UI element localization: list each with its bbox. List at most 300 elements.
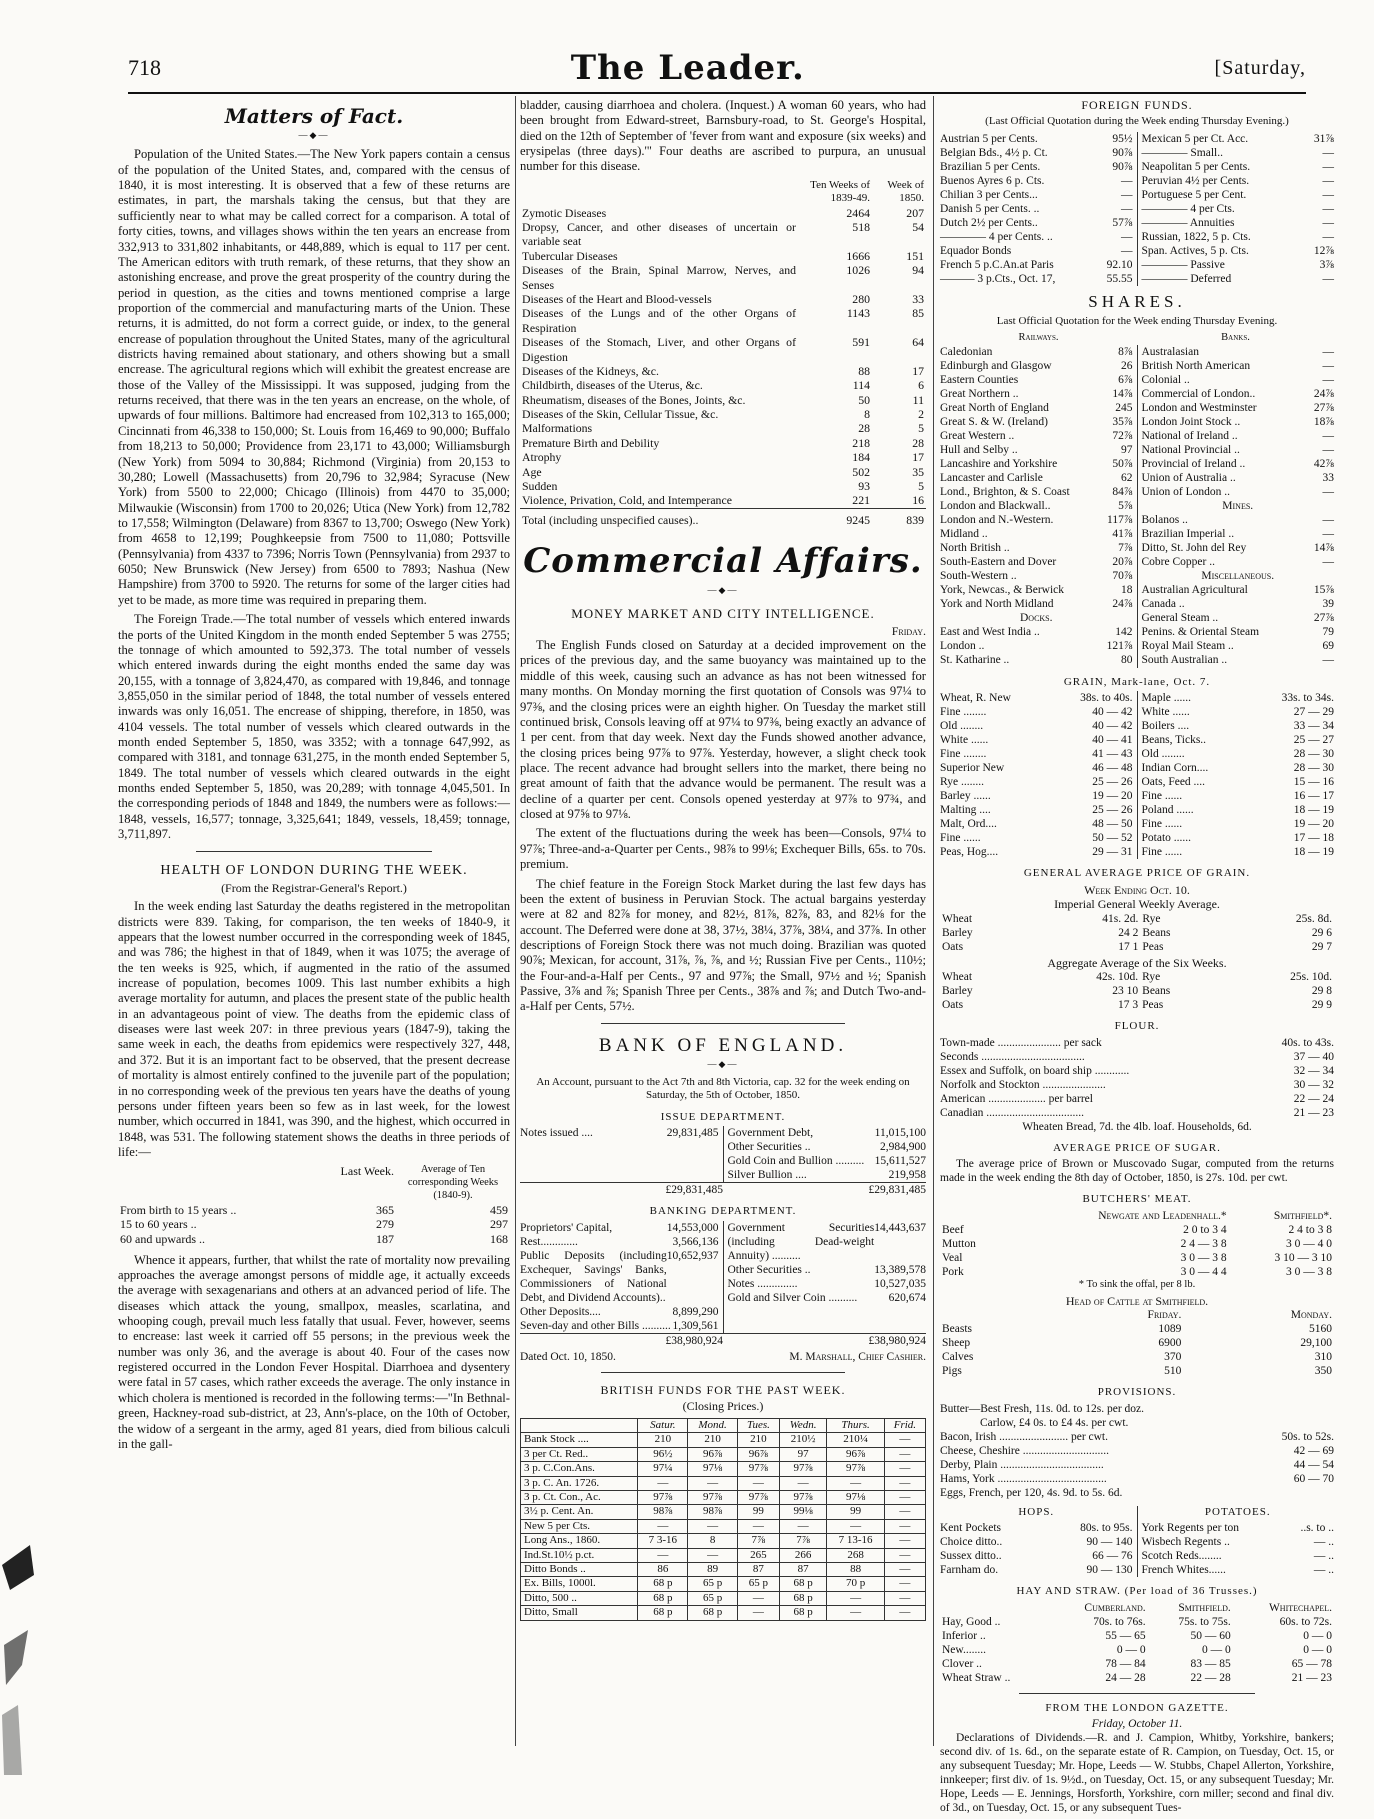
grain-title: GRAIN, Mark-lane, Oct. 7. (1063, 675, 1211, 688)
table-row (520, 479, 926, 493)
issue-item-value: 2,984,900 (880, 1141, 926, 1154)
avg-value: 41s. 2d. (1102, 912, 1139, 925)
foreign-fund-label: Chilian 3 per Cents... (940, 189, 1038, 202)
banks-head: Banks. (1221, 332, 1250, 344)
foreign-fund-value: — (1322, 175, 1334, 188)
funds-cell: Ditto, Small (521, 1606, 638, 1620)
flour-row (940, 1036, 1334, 1050)
hay-cell: 0 — 0 (1116, 1643, 1146, 1656)
table-row (521, 1591, 926, 1605)
share-label: Australasian (1141, 346, 1199, 359)
column-1 (118, 98, 510, 1456)
banking-item-value: 14,443,637 (874, 1221, 926, 1234)
ornament-divider: —◆— (707, 584, 739, 595)
bank-intro: An Account, pursuant to the Act 7th and 8th Victoria, cap. 32 for the week ending on Saturday, the 5th of October, 1850. (536, 1075, 910, 1102)
funds-cell: — (737, 1519, 779, 1533)
mort-week: 35 (912, 464, 924, 479)
mortality-table (520, 179, 926, 527)
share-row (1142, 597, 1335, 611)
funds-cell: — (638, 1476, 688, 1490)
share-label: Commercial of London.. (1141, 388, 1256, 401)
grain-row (940, 845, 1133, 859)
table-row (520, 335, 926, 364)
share-label: London .. (940, 640, 985, 653)
table-row (521, 1519, 926, 1533)
foreign-fund-value: — (1322, 203, 1334, 216)
provisions-title: PROVISIONS. (1097, 1386, 1177, 1399)
grain-list (940, 691, 1334, 859)
table-row (520, 421, 926, 435)
table-row (940, 940, 1334, 954)
potato-label: York Regents per ton (1141, 1522, 1240, 1535)
banking-item-value: 8,899,290 (672, 1305, 719, 1318)
banking-item-label: Proprietors' Capital, (520, 1221, 613, 1234)
foreign-fund-row (1142, 188, 1335, 202)
row-label: Beasts (942, 1323, 973, 1336)
share-value: 18 (1121, 584, 1133, 597)
foreign-fund-label: Span. Actives, 5 p. Cts. (1141, 245, 1249, 258)
flour-row (940, 1078, 1334, 1092)
foreign-fund-row (1142, 174, 1335, 188)
foreign-fund-row (1142, 216, 1335, 230)
share-value: 42⅞ (1313, 458, 1334, 471)
share-row (940, 541, 1133, 555)
funds-cell: 65 p (737, 1577, 779, 1591)
flour-title: FLOUR. (1114, 1020, 1160, 1033)
share-value: — (1322, 528, 1334, 541)
issue-assets (724, 1126, 927, 1182)
hops-potatoes (940, 1506, 1334, 1577)
share-row (940, 457, 1133, 471)
issue-item-row (520, 1126, 719, 1140)
grain-label: Beans, Ticks.. (1141, 733, 1207, 746)
mort-label: Rheumatism, diseases of the Bones, Joints, &c. (522, 392, 746, 407)
grain-label: Potato ...... (1141, 832, 1192, 845)
share-label: Cobre Copper .. (1141, 556, 1215, 569)
hay-title: HAY AND STRAW. (Per load of 36 Trusses.) (1016, 1585, 1258, 1598)
hay-cell: 60s. to 72s. (1279, 1615, 1332, 1628)
share-label: London and N.-Western. (940, 514, 1054, 527)
mort-head-ten: Ten Weeks of 1839-49. (810, 178, 870, 205)
mort-week: 5 (918, 479, 924, 494)
table-row (940, 1364, 1334, 1378)
table-row (520, 220, 926, 249)
potatoes-block (1138, 1506, 1335, 1577)
avg-value: 42s. 10d. (1096, 971, 1139, 984)
meat-title: BUTCHERS' MEAT. (1082, 1193, 1192, 1206)
share-label: York, Newcas., & Berwick (940, 584, 1065, 597)
mort-week: 2 (918, 407, 924, 422)
share-row (1142, 569, 1335, 583)
mort-label: Dropsy, Cancer, and other diseases of uncertain or variable seat (522, 220, 796, 249)
mort-label: Diseases of the Heart and Blood-vessels (522, 291, 712, 306)
share-label: Canada .. (1141, 598, 1185, 611)
mort-week: 94 (912, 263, 924, 278)
share-row (1142, 345, 1335, 359)
mort-ten: 1143 (846, 306, 870, 321)
share-label: South-Western .. (940, 570, 1017, 583)
funds-cell: — (884, 1462, 925, 1476)
table-row (520, 465, 926, 479)
cattle-table (940, 1308, 1334, 1378)
table-row (940, 1251, 1334, 1265)
row-b: 5160 (1309, 1323, 1332, 1336)
funds-cell: Ditto Bonds .. (521, 1563, 638, 1577)
age-avg: 459 (490, 1202, 508, 1217)
share-label: Lancaster and Carlisle (940, 472, 1043, 485)
grain-row (1142, 719, 1335, 733)
foreign-fund-label: ———— Annuities (1141, 217, 1235, 230)
table-row (520, 393, 926, 407)
column-3 (940, 98, 1334, 1819)
avg-value: 25s. 8d. (1295, 912, 1332, 925)
share-label: Docks. (1019, 612, 1053, 625)
share-row (940, 443, 1133, 457)
share-label: Lancashire and Yorkshire (940, 458, 1058, 471)
hops-title: HOPS. (1018, 1505, 1055, 1518)
banking-item-label: Seven-day and other Bills .......... (520, 1319, 671, 1332)
foreign-left (940, 132, 1138, 286)
masthead-title: The Leader. (570, 48, 805, 88)
funds-head-cell: Satur. (638, 1419, 688, 1433)
avg-name: Oats (942, 999, 964, 1012)
grain-row (940, 803, 1133, 817)
mort-ten: 114 (852, 378, 870, 393)
foreign-fund-row (940, 244, 1133, 258)
foreign-fund-value: — (1121, 203, 1133, 216)
share-row (940, 527, 1133, 541)
grain-label: Fine ........ (940, 747, 987, 760)
foreign-fund-row (1142, 146, 1335, 160)
hay-head-cell (940, 1601, 1049, 1615)
banking-item-row (520, 1221, 719, 1235)
foreign-fund-value: 92.10 (1106, 259, 1133, 272)
funds-cell: — (638, 1548, 688, 1562)
issue-item-row (728, 1140, 927, 1154)
share-value: 245 (1115, 402, 1133, 415)
grain-label: Fine ...... (940, 832, 981, 845)
share-value: 8⅞ (1118, 346, 1133, 359)
share-value: 33 (1322, 472, 1334, 485)
hay-cell: 0 — 0 (1303, 1629, 1332, 1642)
share-label: Union of Australia .. (1141, 472, 1236, 485)
banking-item-row (728, 1291, 927, 1305)
avg-value: 25s. 10d. (1290, 971, 1332, 984)
sugar-title: AVERAGE PRICE OF SUGAR. (1053, 1141, 1221, 1154)
mort-ten: 88 (858, 363, 870, 378)
foreign-fund-value: — (1322, 147, 1334, 160)
banking-total-left: £38,980,924 (520, 1333, 723, 1348)
row-label: Pigs (942, 1365, 962, 1378)
banking-assets (724, 1221, 927, 1333)
mort-ten: 93 (858, 479, 870, 494)
grain-value: 15 — 16 (1293, 776, 1334, 788)
grain-value: 25 — 26 (1092, 776, 1133, 788)
hay-cell: 55 — 65 (1105, 1629, 1146, 1642)
mort-label: Atrophy (522, 450, 562, 465)
mort-ten: 221 (852, 493, 870, 508)
share-row (940, 611, 1133, 625)
grain-label: Fine ...... (1141, 846, 1183, 859)
health-continued: bladder, causing diarrhoea and cholera. (Inquest.) A woman 60 years, who had been brought from Edward-street, Barnsbury-road, to St. George's Hospital, died on the 12th of September of 'fever from want and exposure (six weeks) and erysipelas (three days).'" Four deaths are ascribed to purpura, an unusual number for this disease. (520, 98, 926, 174)
hops-label: Sussex ditto.. (940, 1550, 1002, 1563)
foreign-fund-value: — (1322, 161, 1334, 174)
health-paragraph: In the week ending last Saturday the deaths registered in the metropolitan districts were 839. Taking, for comparison, the ten weeks of 1840-9, it appears that the lowest number occurred in the corresponding week of 1845, and was 786; the highest in that of 1849, when it was 1075; the average of the ten weeks is 925, which, if augmented in the ratio of the assumed increase of population, becomes 1009. This last number exhibits a high average mortality for autumn, and places the present state of the public health in an advantageous point of view. The deaths from the epidemic class of diseases were last week 207: in three previous years (1847-9), taking the same week in each, the deaths from epidemics were respectively 327, 448, and 372. But it is an important fact to be observed, that the present decrease of mortality is almost entirely confined to the juvenile part of the population; in no corresponding week of the previous ten years have the deaths of young persons under fifteen years been so few as in last week, for the lowest number, which occurred in 1841, was 390, and the highest, which occurred in 1848, was 531. The following statement shows the deaths in three periods of life:— (118, 899, 510, 1159)
funds-cell: 68 p (688, 1606, 738, 1620)
mort-ten: 8 (864, 407, 870, 422)
age-last: 187 (376, 1231, 394, 1246)
grain-row (1142, 761, 1335, 775)
foreign-title: FOREIGN FUNDS. (1081, 98, 1193, 112)
share-row (1142, 373, 1335, 387)
avg-name: Oats (942, 940, 964, 953)
grain-row (1142, 691, 1335, 705)
banking-item-row (520, 1319, 719, 1333)
avg-name: Peas (1142, 940, 1164, 953)
head-b: Monday. (1290, 1309, 1332, 1322)
row-b: 3 0 — 3 8 (1286, 1265, 1332, 1278)
table-row (520, 292, 926, 306)
railways-head: Railways. (1018, 332, 1059, 344)
foreign-fund-value: 3⅞ (1319, 259, 1334, 272)
funds-cell: 70 p (827, 1577, 884, 1591)
banking-item-value: 10,652,937 (666, 1249, 719, 1262)
funds-cell: 97⅞ (638, 1491, 688, 1505)
grain-value: 25 — 26 (1092, 804, 1133, 817)
foreign-fund-label: French 5 p.C.An.at Paris (940, 259, 1054, 272)
table-row (940, 1643, 1334, 1657)
share-value: — (1322, 360, 1334, 373)
grain-row (1142, 817, 1335, 831)
share-value: 41⅞ (1112, 528, 1133, 541)
grain-value: 33 — 34 (1293, 719, 1334, 732)
table-row (940, 912, 1334, 926)
flour-value: 22 — 24 (1293, 1092, 1334, 1105)
share-value: 50⅞ (1112, 458, 1133, 471)
share-value: 62 (1121, 472, 1133, 485)
potato-value: — .. (1313, 1550, 1334, 1563)
foreign-fund-label: Buenos Ayres 6 p. Cts. (940, 175, 1045, 188)
share-label: National Provincial .. (1141, 444, 1240, 457)
avg-name: Beans (1142, 985, 1171, 998)
health-subtitle: (From the Registrar-General's Report.) (221, 880, 407, 895)
potato-row (1142, 1563, 1335, 1577)
mort-ten: 28 (858, 421, 870, 436)
funds-cell: — (884, 1591, 925, 1605)
share-row (940, 373, 1133, 387)
banking-item-value: 13,389,578 (874, 1263, 926, 1276)
table-row (521, 1505, 926, 1519)
avg-name: Wheat (942, 971, 973, 984)
grain-row (940, 719, 1133, 733)
row-label: Sheep (942, 1337, 971, 1350)
table-row (940, 998, 1334, 1012)
mort-ten: 2464 (846, 205, 870, 220)
funds-cell: 268 (827, 1548, 884, 1562)
row-a: 510 (1164, 1365, 1182, 1378)
avg-value: 17 3 (1118, 999, 1139, 1012)
funds-cell: 97⅞ (779, 1491, 826, 1505)
grain-row (940, 761, 1133, 775)
shares-right (1138, 345, 1335, 667)
share-label: Penins. & Oriental Steam (1141, 626, 1260, 639)
funds-cell: 210 (688, 1433, 738, 1447)
funds-cell: — (688, 1548, 738, 1562)
mort-label: Premature Birth and Debility (522, 435, 660, 450)
page-header (128, 48, 1306, 88)
foreign-fund-value: 95½ (1112, 133, 1133, 146)
row-b: 3 0 — 4 0 (1286, 1237, 1332, 1250)
health-paragraph-2: Whence it appears, further, that whilst the rate of mortality now prevailing approaches the average amongst persons of middle age, it actually exceeds the average with sexagenarians and others at an advanced period of life. The diseases which attack the young, smallpox, measles, scarlatina, and whooping cough, prevail much less fatally that usual. Fever, however, seems to encrease: last week it carried off 55 persons; in the previous week the number was only 36, and the average is about 40. Four of the cases now registered occurred in the London Fever Hospital. Diarrhoea and dysentery were fatal in 57 cases, which rather exceeds the average. The only instance in which cholera is mentioned is recorded in the following terms:—"In Bethnal-green, Hackney-road sub-district, at 23, Ann's-place, on the 10th of October, the widow of a sergeant in the army, aged 81 years, died from bilious calculi in the gall- (118, 1252, 510, 1451)
grain-label: Rye ........ (940, 776, 984, 788)
share-row (1142, 625, 1335, 639)
grain-label: Boilers .... (1141, 719, 1190, 732)
grain-value: 48 — 50 (1092, 818, 1133, 831)
funds-cell: 8 (688, 1534, 738, 1548)
hops-row (940, 1563, 1133, 1577)
funds-head-cell: Thurs. (827, 1419, 884, 1433)
row-label: Veal (942, 1251, 963, 1264)
issue-item-row (728, 1126, 927, 1140)
grain-row (940, 775, 1133, 789)
share-value: — (1322, 430, 1334, 443)
share-label: National of Ireland .. (1141, 430, 1238, 443)
mort-label: Diseases of the Lungs and of the other Organs of Respiration (522, 306, 796, 335)
share-row (940, 569, 1133, 583)
hops-value: 66 — 76 (1092, 1550, 1133, 1563)
grain-label: Fine ...... (1141, 790, 1183, 803)
provision-label: Hams, York ...................................... (940, 1472, 1107, 1485)
grain-label: Fine ........ (940, 705, 987, 718)
table-row (118, 1232, 510, 1247)
mort-week: 28 (912, 435, 924, 450)
funds-cell: 97⅞ (688, 1491, 738, 1505)
share-row (1142, 429, 1335, 443)
share-row (1142, 485, 1335, 499)
funds-cell: — (737, 1591, 779, 1605)
grain-value: 28 — 30 (1293, 761, 1334, 774)
funds-cell: 68 p (779, 1606, 826, 1620)
foreign-fund-value: — (1322, 189, 1334, 202)
share-value: 26 (1121, 360, 1133, 373)
grain-row (1142, 705, 1335, 719)
provisions-line: Butter—Best Fresh, 11s. 0d. to 12s. per doz. (940, 1402, 1145, 1415)
issue-item-row (728, 1168, 927, 1182)
grain-row (940, 747, 1133, 761)
foreign-fund-label: Peruvian 4½ per Cents. (1141, 175, 1250, 188)
funds-cell: 96⅞ (827, 1447, 884, 1461)
share-label: North British .. (940, 542, 1010, 555)
share-value: 142 (1115, 626, 1133, 639)
share-label: Edinburgh and Glasgow (940, 360, 1052, 373)
banking-item-value: 14,553,000 (666, 1221, 719, 1234)
gazette-day: Friday, October 11. (1091, 1718, 1183, 1731)
provision-value: 42 — 69 (1293, 1444, 1334, 1457)
header-rule (128, 92, 1306, 94)
share-row (940, 415, 1133, 429)
avg-value: 29 7 (1311, 940, 1332, 953)
mortality-total-row (520, 508, 926, 527)
head-b: Smithfield*. (1273, 1209, 1332, 1222)
funds-cell: 266 (779, 1548, 826, 1562)
funds-cell: — (779, 1476, 826, 1490)
funds-cell: — (884, 1505, 925, 1519)
grain-value: 41 — 43 (1092, 747, 1133, 760)
section-separator (196, 851, 431, 852)
grain-row (1142, 789, 1335, 803)
mort-week: 17 (912, 363, 924, 378)
ornament-divider: —◆— (298, 130, 330, 141)
age-last: 279 (376, 1217, 394, 1232)
grain-value: 16 — 17 (1293, 790, 1334, 803)
mort-head-week: Week of 1850. (887, 178, 924, 205)
share-row (1142, 541, 1335, 555)
share-row (1142, 401, 1335, 415)
banking-item-label: Notes .............. (727, 1277, 798, 1290)
funds-head-cell: Tues. (737, 1419, 779, 1433)
foreign-fund-label: Belgian Bds., 4½ p. Ct. (940, 147, 1048, 160)
funds-cell: 210 (638, 1433, 688, 1447)
shares-left (940, 345, 1138, 667)
share-label: Lond., Brighton, & S. Coast (940, 486, 1070, 499)
flour-list (940, 1036, 1334, 1120)
funds-cell: Bank Stock .... (521, 1433, 638, 1447)
table-row (940, 1322, 1334, 1336)
foreign-fund-label: ——— 3 p.Cts., Oct. 17, (940, 273, 1056, 286)
funds-cell: 68 p (638, 1591, 688, 1605)
foreign-fund-label: Russian, 1822, 5 p. Cts. (1141, 231, 1251, 244)
potato-value: — .. (1313, 1536, 1334, 1549)
funds-cell: Ditto, 500 .. (521, 1591, 638, 1605)
hay-cell: New........ (942, 1643, 986, 1656)
share-row (940, 639, 1133, 653)
share-row (940, 485, 1133, 499)
foreign-fund-label: ———— Deferred (1141, 273, 1232, 286)
ornament-divider: —◆— (707, 1058, 739, 1069)
avg-name: Rye (1142, 912, 1161, 925)
grain-value: 27 — 29 (1293, 705, 1334, 718)
foreign-fund-row (940, 230, 1133, 244)
blank-cell (940, 1209, 1004, 1223)
row-b: 29,100 (1300, 1337, 1332, 1350)
funds-cell: — (884, 1577, 925, 1591)
grain-row (940, 691, 1133, 705)
funds-cell: 97 (779, 1447, 826, 1461)
mort-week: 6 (918, 378, 924, 393)
banking-item-value: 620,674 (888, 1291, 926, 1304)
issue-item-label: Gold Coin and Bullion .......... (727, 1155, 865, 1168)
issue-totals (520, 1182, 926, 1197)
row-a: 3 0 — 4 4 (1180, 1265, 1227, 1278)
share-label: London Joint Stock .. (1141, 416, 1241, 429)
avg-value: 29 8 (1311, 985, 1332, 998)
issue-total-left: £29,831,485 (520, 1182, 723, 1197)
funds-title: BRITISH FUNDS FOR THE PAST WEEK. (600, 1382, 846, 1397)
provision-value: 50s. to 52s. (1281, 1430, 1334, 1443)
hay-cell: Clover .. (942, 1657, 982, 1670)
foreign-fund-row (1142, 244, 1335, 258)
potato-label: French Whites...... (1141, 1564, 1226, 1577)
flour-value: 21 — 23 (1293, 1106, 1334, 1119)
issue-total-right: £29,831,485 (723, 1182, 926, 1197)
shares-subtitle: Last Official Quotation for the Week ending Thursday Evening. (996, 314, 1278, 327)
foreign-fund-row (1142, 258, 1335, 272)
share-label: Hull and Selby .. (940, 444, 1018, 457)
table-row (521, 1577, 926, 1591)
table-header-row (521, 1419, 926, 1433)
head-a: Newgate and Leadenhall.* (1098, 1209, 1227, 1222)
funds-cell: 210¼ (827, 1433, 884, 1447)
